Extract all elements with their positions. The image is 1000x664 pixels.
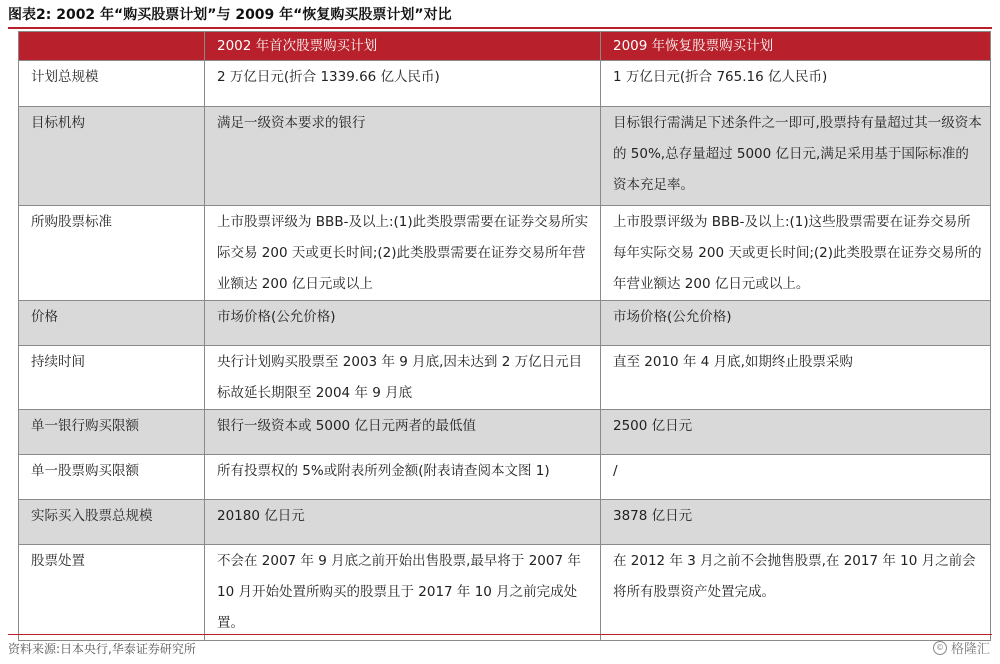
cell-2009: 市场价格(公允价格) bbox=[601, 301, 991, 346]
row-label: 计划总规模 bbox=[19, 61, 205, 107]
table-header-row bbox=[19, 32, 991, 61]
header-cell-2009: 2009 年恢复股票购买计划 bbox=[601, 32, 991, 61]
table-row bbox=[19, 206, 991, 301]
cell-2002: 20180 亿日元 bbox=[205, 500, 601, 545]
cell-2002: 不会在 2007 年 9 月底之前开始出售股票,最早将于 2007 年 10 月开始处置所购买的股票且于 2017 年 10 月之前完成处置。 bbox=[205, 545, 601, 641]
row-label: 价格 bbox=[19, 301, 205, 346]
row-label: 单一股票购买限额 bbox=[19, 455, 205, 500]
row-label: 股票处置 bbox=[19, 545, 205, 641]
row-label: 目标机构 bbox=[19, 107, 205, 206]
row-label: 所购股票标准 bbox=[19, 206, 205, 301]
table-row bbox=[19, 301, 991, 346]
cell-2009: / bbox=[601, 455, 991, 500]
table-row bbox=[19, 346, 991, 410]
copyright-icon: © bbox=[933, 641, 947, 655]
cell-2002: 所有投票权的 5%或附表所列金额(附表请查阅本文图 1) bbox=[205, 455, 601, 500]
source-note: 资料来源:日本央行,华泰证券研究所 bbox=[8, 642, 196, 656]
cell-2002: 央行计划购买股票至 2003 年 9 月底,因未达到 2 万亿日元目标故延长期限至 2004 年 9 月底 bbox=[205, 346, 601, 410]
footer-divider bbox=[8, 634, 992, 635]
header-cell-empty bbox=[19, 32, 205, 61]
cell-2009: 2500 亿日元 bbox=[601, 410, 991, 455]
header-cell-2002: 2002 年首次股票购买计划 bbox=[205, 32, 601, 61]
cell-2002: 市场价格(公允价格) bbox=[205, 301, 601, 346]
table-row bbox=[19, 61, 991, 107]
table-row bbox=[19, 410, 991, 455]
cell-2009: 目标银行需满足下述条件之一即可,股票持有量超过其一级资本的 50%,总存量超过 5000 亿日元,满足采用基于国际标准的资本充足率。 bbox=[601, 107, 991, 206]
cell-2009: 3878 亿日元 bbox=[601, 500, 991, 545]
cell-2009: 上市股票评级为 BBB-及以上:(1)这些股票需要在证券交易所每年实际交易 200 天或更长时间;(2)此类股票在证券交易所的年营业额达 200 亿日元或以上。 bbox=[601, 206, 991, 301]
row-label: 持续时间 bbox=[19, 346, 205, 410]
table-row bbox=[19, 107, 991, 206]
cell-2009: 1 万亿日元(折合 765.16 亿人民币) bbox=[601, 61, 991, 107]
table-row bbox=[19, 545, 991, 641]
figure-title: 图表2: 2002 年“购买股票计划”与 2009 年“恢复购买股票计划”对比 bbox=[8, 7, 452, 23]
cell-2002: 上市股票评级为 BBB-及以上:(1)此类股票需要在证券交易所实际交易 200 天或更长时间;(2)此类股票需要在证券交易所年营业额达 200 亿日元或以上 bbox=[205, 206, 601, 301]
comparison-table bbox=[18, 31, 991, 641]
table-row bbox=[19, 455, 991, 500]
row-label: 单一银行购买限额 bbox=[19, 410, 205, 455]
watermark bbox=[933, 638, 990, 657]
cell-2009: 在 2012 年 3 月之前不会抛售股票,在 2017 年 10 月之前会将所有股票资产处置完成。 bbox=[601, 545, 991, 641]
cell-2002: 满足一级资本要求的银行 bbox=[205, 107, 601, 206]
cell-2002: 2 万亿日元(折合 1339.66 亿人民币) bbox=[205, 61, 601, 107]
cell-2009: 直至 2010 年 4 月底,如期终止股票采购 bbox=[601, 346, 991, 410]
title-divider bbox=[8, 27, 992, 29]
cell-2002: 银行一级资本或 5000 亿日元两者的最低值 bbox=[205, 410, 601, 455]
table-row bbox=[19, 500, 991, 545]
row-label: 实际买入股票总规模 bbox=[19, 500, 205, 545]
watermark-text: 格隆汇 bbox=[950, 642, 990, 657]
